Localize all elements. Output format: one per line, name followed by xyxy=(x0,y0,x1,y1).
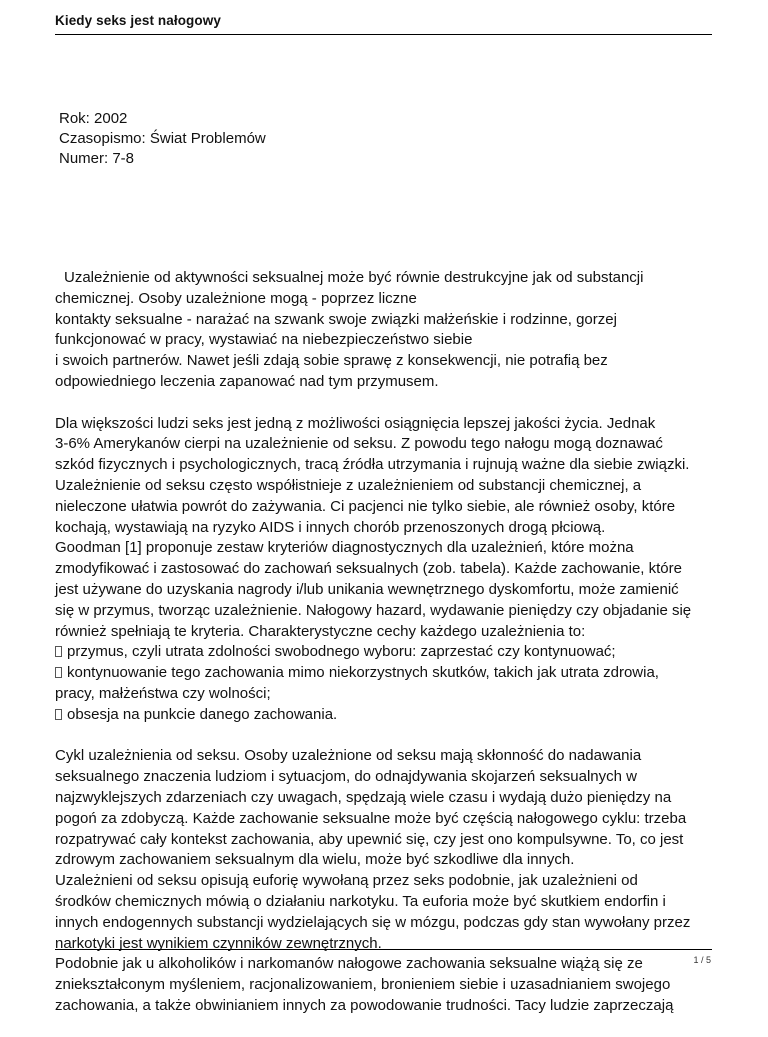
meta-magazine: Czasopismo: Świat Problemów xyxy=(59,130,266,147)
text-line: pogoń za zdobyczą. Każde zachowanie seksualne może być częścią nałogowego cyklu: trzeba xyxy=(55,809,687,827)
document-title: Kiedy seks jest nałogowy xyxy=(55,13,221,28)
text-line: najzwyklejszych zdarzeniach czy uwagach, spędzają wiele czasu i wydają dużo pieniędzy na xyxy=(55,788,672,806)
text-line: zmodyfikować i zastosować do zachowań seksualnych (zob. tabela). Każde zachowanie, które xyxy=(55,560,682,578)
article-metadata xyxy=(59,109,266,169)
bullet-item xyxy=(55,642,720,663)
text-line: Goodman [1] proponuje zestaw kryteriów diagnostycznych dla uzależnień, które można xyxy=(55,539,634,557)
text-line: odpowiedniego leczenia zapanować nad tym przymusem. xyxy=(55,372,439,390)
bullet-text: przymus, czyli utrata zdolności swobodnego wyboru: zaprzestać czy kontynuować; xyxy=(67,643,616,661)
text-line: rozpatrywać cały kontekst zachowania, aby upewnić się, czy jest ono kompulsywne. To, co jest xyxy=(55,830,684,848)
text-line: kochają, wystawiają na ryzyko AIDS i innych chorób przenoszonych drogą płciową. xyxy=(55,518,606,536)
meta-year: Rok: 2002 xyxy=(59,110,128,127)
text-line: Podobnie jak u alkoholików i narkomanów nałogowe zachowania seksualne wiążą się ze xyxy=(55,955,643,973)
bullet-item xyxy=(55,663,720,684)
text-line: jest używane do uzyskania nagrody i/lub unikania wewnętrznego dyskomfortu, może zamienić xyxy=(55,580,679,598)
text-line: kontakty seksualne - narażać na szwank swoje związki małżeńskie i rodzinne, gorzej xyxy=(55,310,617,328)
text-line: zachowania, a także obwinianiem innych za powodowanie trudności. Tacy ludzie zaprzeczają xyxy=(55,996,674,1014)
text-line: również spełniają te kryteria. Charakterystyczne cechy każdego uzależnienia to: xyxy=(55,622,586,640)
text-line: Uzależnienie od seksu często współistnieje z uzależnieniem od substancji chemicznej, a xyxy=(55,476,642,494)
text-line: funkcjonować w pracy, wystawiać na niebezpieczeństwo siebie xyxy=(55,331,473,349)
missing-glyph-bullet-icon xyxy=(55,646,62,657)
footer-divider xyxy=(55,949,712,950)
text-line: Uzależnieni od seksu opisują euforię wywołaną przez seks podobnie, jak uzależnieni od xyxy=(55,872,638,890)
paragraph-intro xyxy=(55,268,720,393)
text-line: zniekształconym myśleniem, racjonalizowaniem, bronieniem siebie i uzasadnianiem swojego xyxy=(55,976,671,994)
bullet-item xyxy=(55,705,720,726)
meta-issue: Numer: 7-8 xyxy=(59,150,135,167)
text-line: chemicznej. Osoby uzależnione mogą - poprzez liczne xyxy=(55,289,417,307)
text-line: innych endogennych substancji wydzielających się w mózgu, podczas gdy stan wywołany przez xyxy=(55,913,691,931)
bullet-continuation: pracy, małżeństwa czy wolności; xyxy=(55,684,271,702)
paragraph-addiction-cycle xyxy=(55,746,720,1016)
text-line: 3-6% Amerykanów cierpi na uzależnienie od seksu. Z powodu tego nałogu mogą doznawać xyxy=(55,435,663,453)
text-line: narkotyki jest wynikiem czynników zewnętrznych. xyxy=(55,934,382,952)
bullet-text: obsesja na punkcie danego zachowania. xyxy=(67,705,338,723)
text-line: zdrowym zachowaniem seksualnym dla wielu, może być szkodliwe dla innych. xyxy=(55,851,575,869)
text-line: środków chemicznych mówią o działaniu narkotyku. Ta euforia może być skutkiem endorfin i xyxy=(55,892,666,910)
bullet-text: kontynuowanie tego zachowania mimo niekorzystnych skutków, takich jak utrata zdrowia, xyxy=(67,664,659,682)
article-body xyxy=(55,268,720,1037)
text-line: się w przymus, tworząc uzależnienie. Nałogowy hazard, wydawanie pieniędzy czy objadanie się xyxy=(55,601,692,619)
text-line: i swoich partnerów. Nawet jeśli zdają sobie sprawę z konsekwencji, nie potrafią bez xyxy=(55,352,608,370)
missing-glyph-bullet-icon xyxy=(55,667,62,678)
text-line: szkód fizycznych i psychologicznych, tracą źródła utrzymania i rujnują ważne dla siebie związki. xyxy=(55,456,690,474)
header-divider xyxy=(55,34,712,35)
text-line: Cykl uzależnienia od seksu. Osoby uzależnione od seksu mają skłonność do nadawania xyxy=(55,747,642,765)
missing-glyph-bullet-icon xyxy=(55,709,62,720)
text-line: Dla większości ludzi seks jest jedną z możliwości osiągnięcia lepszej jakości życia. Jednak xyxy=(55,414,656,432)
text-line: nieleczone ułatwia powrót do zażywania. Ci pacjenci nie tylko siebie, ale również osoby, które xyxy=(55,497,676,515)
text-line: Uzależnienie od aktywności seksualnej może być równie destrukcyjne jak od substancji xyxy=(64,269,644,286)
paragraph-prevalence xyxy=(55,414,720,726)
page-number: 1 / 5 xyxy=(693,955,711,965)
text-line: seksualnego znaczenia ludziom i sytuacjom, do odnajdywania skojarzeń seksualnych w xyxy=(55,768,637,786)
